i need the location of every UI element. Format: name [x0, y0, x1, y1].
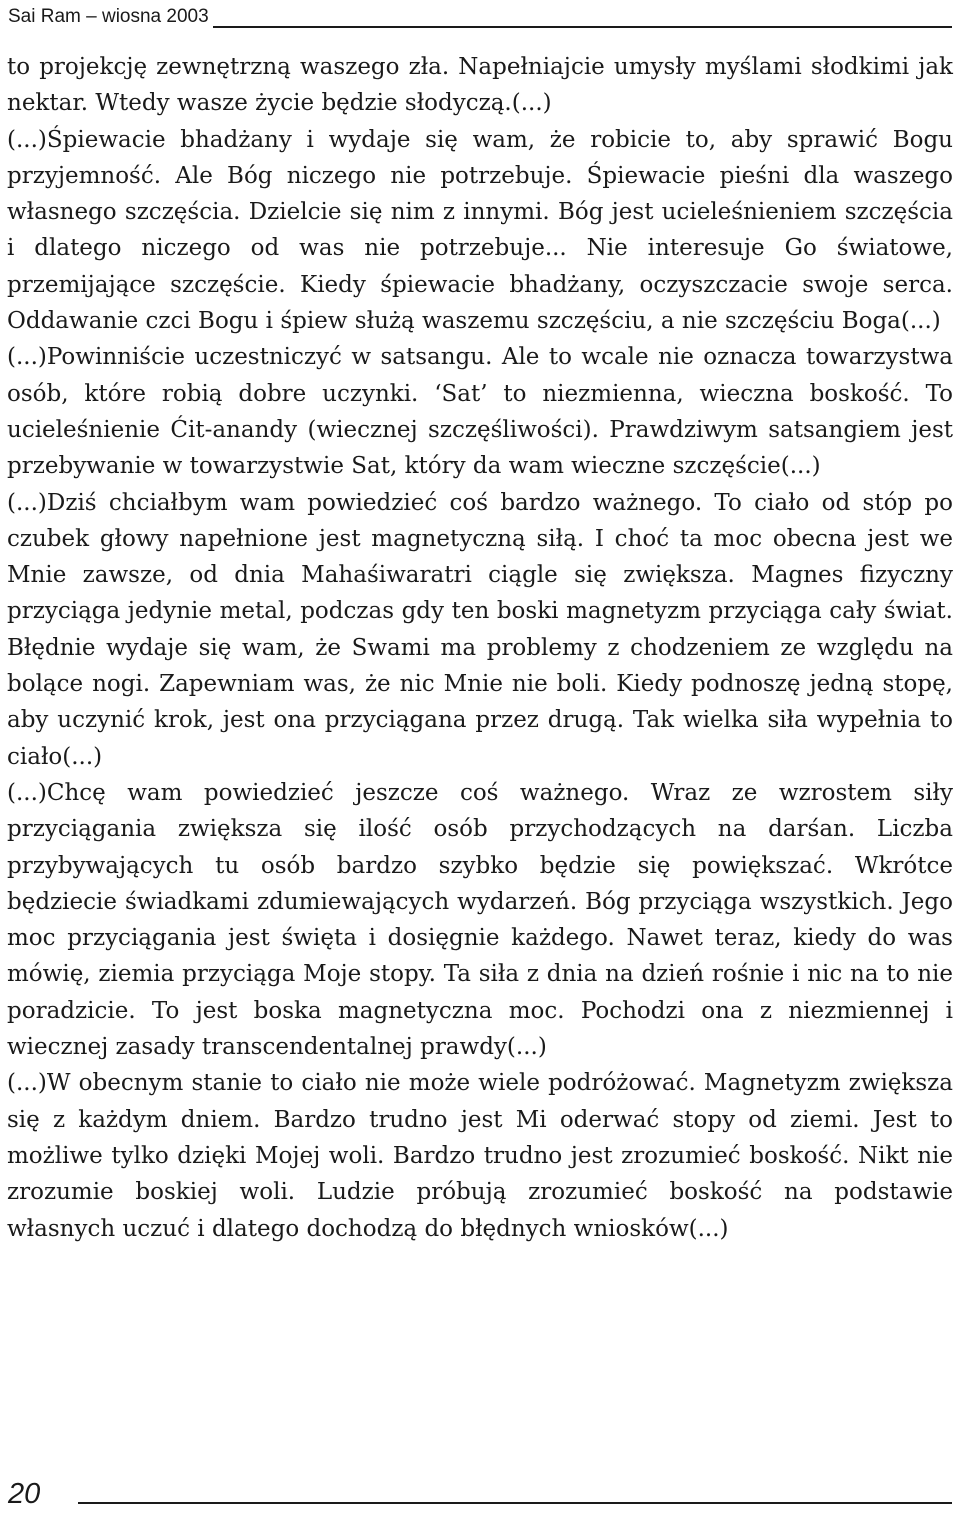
footer-rule [78, 1502, 952, 1504]
paragraph-2: (...)Śpiewacie bhadżany i wydaje się wam, że robicie to, aby sprawić Bogu przyjemność. Ale Bóg niczego nie potrzebuje. Śpiewacie pieśni dla waszego własnego szczęścia. Dzielcie się nim z innymi. Bóg jest ucieleśnieniem szczęścia i dlatego niczego od was nie potrzebuje... Nie interesuje Go światowe, przemijające szczęście. Kiedy śpiewacie bhadżany, oczyszczacie swoje serca. Oddawanie czci Bogu i śpiew służą waszemu szczęściu, a nie szczęściu Boga(...) [7, 126, 953, 335]
page-header [8, 0, 952, 34]
page-footer [8, 1478, 952, 1512]
paragraph-1: to projekcję zewnętrzną waszego zła. Napełniajcie umysły myślami słodkimi jak nektar. Wtedy wasze życie będzie słodyczą.(...) [7, 54, 953, 117]
paragraph-5: (...)Chcę wam powiedzieć jeszcze coś ważnego. Wraz ze wzrostem siły przyciągania zwiększa się ilość osób przychodzących na darśan. Liczba przybywających tu osób bardzo szybko będzie się powiększać. Wkrótce będziecie świadkami zdumiewających wydarzeń. Bóg przyciąga wszystkich. Jego moc przyciągania jest święta i dosięgnie każdego. Nawet teraz, kiedy do was mówię, ziemia przyciąga Moje stopy. Ta siła z dnia na dzień rośnie i nic na to nie poradzicie. To jest boska magnetyczna moc. Pochodzi ona z niezmiennej i wiecznej zasady transcendentalnej prawdy(...) [7, 779, 953, 1061]
paragraph-3: (...)Powinniście uczestniczyć w satsangu. Ale to wcale nie oznacza towarzystwa osób, które robią dobre uczynki. ‘Sat’ to niezmienna, wieczna boskość. To ucieleśnienie Ćit-anandy (wiecznej szczęśliwości). Prawdziwym satsangiem jest przebywanie w towarzystwie Sat, który da wam wieczne szczęście(...) [7, 344, 953, 480]
header-rule [213, 26, 952, 28]
article-body [7, 49, 953, 1247]
page-number: 20 [8, 1478, 41, 1510]
paragraph-4: (...)Dziś chciałbym wam powiedzieć coś bardzo ważnego. To ciało od stóp po czubek głowy napełnione jest magnetyczną siłą. I choć ta moc obecna jest we Mnie zawsze, od dnia Mahaśiwaratri ciągle się zwiększa. Magnes fizyczny przyciąga jedynie metal, podczas gdy ten boski magnetyzm przyciąga cały świat. Błędnie wydaje się wam, że Swami ma problemy z chodzeniem ze względu na bolące nogi. Zapewniam was, że nic Mnie nie boli. Kiedy podnoszę jedną stopę, aby uczynić krok, jest ona przyciągana przez drugą. Tak wielka siła wypełnia to ciało(...) [7, 489, 953, 770]
paragraph-6: (...)W obecnym stanie to ciało nie może wiele podróżować. Magnetyzm zwiększa się z każdym dniem. Bardzo trudno jest Mi oderwać stopy od ziemi. Jest to możliwe tylko dzięki Mojej woli. Bardzo trudno jest zrozumieć boskość. Nikt nie zrozumie boskiej woli. Ludzie próbują zrozumieć boskość na podstawie własnych uczuć i dlatego dochodzą do błędnych wniosków(...) [7, 1070, 953, 1242]
running-title: Sai Ram – wiosna 2003 [8, 6, 209, 27]
